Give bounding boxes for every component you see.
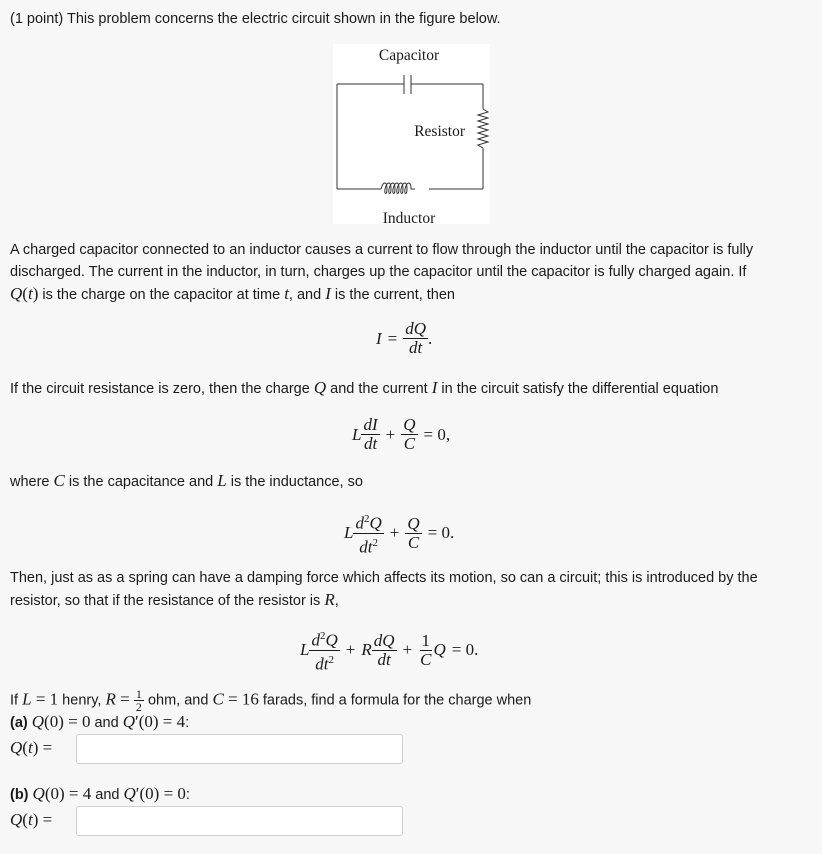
paragraph-3: where C is the capacitance and L is the inductance, so <box>10 471 363 490</box>
paragraph-1-line-3: Q(t) is the charge on the capacitor at time t, and I is the current, then <box>10 284 455 303</box>
inductor-symbol <box>381 183 415 194</box>
part-b-answer-label: Q(t) = <box>10 810 53 829</box>
equation-rlc: L $\frac{d^2Q}{dt^2}$ + R $\frac{dQ}{dt}$ + $\frac{1}{C}$ Q = 0. <box>300 627 478 673</box>
part-b-conditions: (b) Q(0) = 4 and Q′(0) = 0: <box>10 784 190 803</box>
circuit-figure <box>333 44 490 224</box>
paragraph-2: If the circuit resistance is zero, then the charge Q and the current I in the circuit satisfy the differential equation <box>10 378 719 397</box>
equation-current: I = $\frac{dQ}{dt}$ . <box>376 319 433 357</box>
equation-lc-second-order: L $\frac{d^2Q}{dt^2}$ + $\frac{Q}{C}$ = 0. <box>344 510 454 556</box>
equation-lc: L $\frac{dI}{dt}$ + $\frac{Q}{C}$ = 0, <box>352 415 451 453</box>
inductor-label: Inductor <box>382 210 436 224</box>
paragraph-1-line-1: A charged capacitor connected to an inductor causes a current to flow through the inductor until the capacitor is fully <box>10 242 754 258</box>
paragraph-1-line-2: discharged. The current in the inductor, in turn, charges up the capacitor until the capacitor is fully charged again. If <box>10 264 747 280</box>
part-b-answer-input[interactable] <box>76 806 403 836</box>
part-a-answer-input[interactable] <box>76 734 403 764</box>
resistor-symbol <box>478 109 488 148</box>
paragraph-4-line-2: resistor, so that if the resistance of the resistor is R, <box>10 590 339 609</box>
capacitor-label: Capacitor <box>378 47 440 64</box>
part-a-answer-label: Q(t) = <box>10 738 53 757</box>
parameters-line: If L = 1 henry, R = $\frac{1}{2}$ ohm, and C = 16 farads, find a formula for the charge when <box>10 687 532 714</box>
part-a-conditions: (a) Q(0) = 0 and Q′(0) = 4: <box>10 712 190 731</box>
paragraph-4-line-1: Then, just as as a spring can have a damping force which affects its motion, so can a circuit; this is introduced by the <box>10 570 758 586</box>
circuit-diagram <box>333 44 490 224</box>
intro-text: (1 point) This problem concerns the electric circuit shown in the figure below. <box>10 11 501 27</box>
resistor-label: Resistor <box>414 123 465 140</box>
